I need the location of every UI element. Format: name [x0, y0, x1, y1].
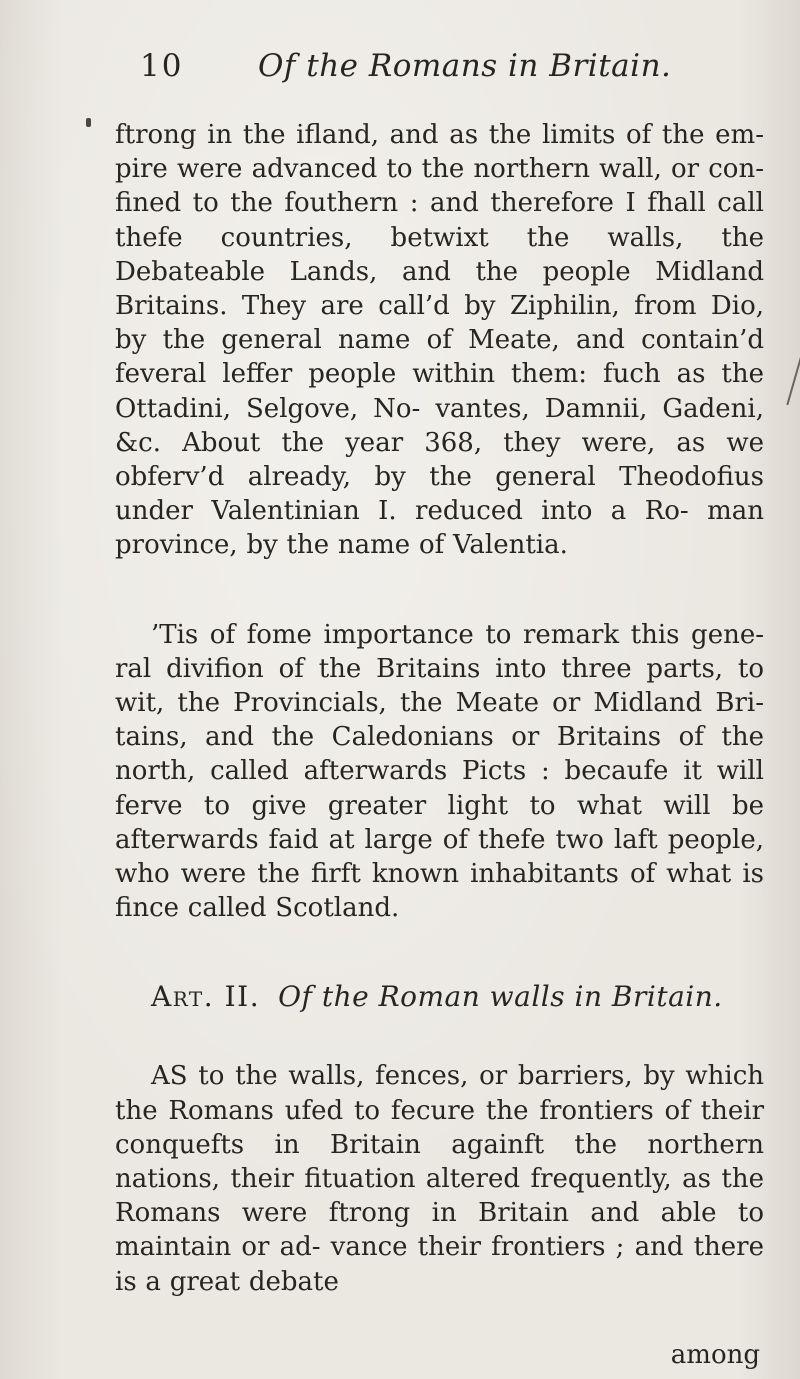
paragraph: ’Tis of fome importance to remark this gene- ral divifion of the Britains into three parts, to wit, the Provincials, the Meate or Midland Bri- tains, and the Caledonians or Britains of the north, called afterwards Picts : becaufe it will ferve to give greater light to what will be afterwards faid at large of thefe two laft people, who were the firft known inhabitants of what is fince called Scotland.: [115, 619, 764, 924]
page-number: 10: [140, 48, 184, 84]
paragraph: ftrong in the ifland, and as the limits of the em- pire were advanced to the northern wall, or con- fined to the fouthern : and therefore I fhall call thefe countries, betwixt the walls, the Debateable Lands, and the people Midland Britains. They are call’d by Ziphilin, from Dio, by the general name of Meate, and contain’d feveral leffer people within them: fuch as the Ottadini, Selgove, No- vantes, Damnii, Gadeni, &c. About the year 368, they were, as we obferv’d already, by the general Theodofius under Valentinian I. reduced into a Ro- man province, by the name of Valentia.: [115, 120, 764, 561]
running-title: Of the Romans in Britain.: [258, 48, 672, 84]
running-head: [140, 48, 764, 98]
paragraph: AS to the walls, fences, or barriers, by which the Romans ufed to fecure the frontiers of their conquefts in Britain againft the northern nations, their fituation altered frequently, as the Romans were ftrong in Britain and able to maintain or ad- vance their frontiers ; and there is a great debate: [115, 1061, 764, 1297]
article-title: Of the Roman walls in Britain.: [278, 980, 723, 1014]
article-heading: [115, 979, 764, 1015]
catchword: among: [670, 1340, 760, 1370]
margin-mark: [86, 118, 91, 127]
article-label: Art. II.: [151, 980, 261, 1014]
margin-mark: [786, 351, 800, 405]
